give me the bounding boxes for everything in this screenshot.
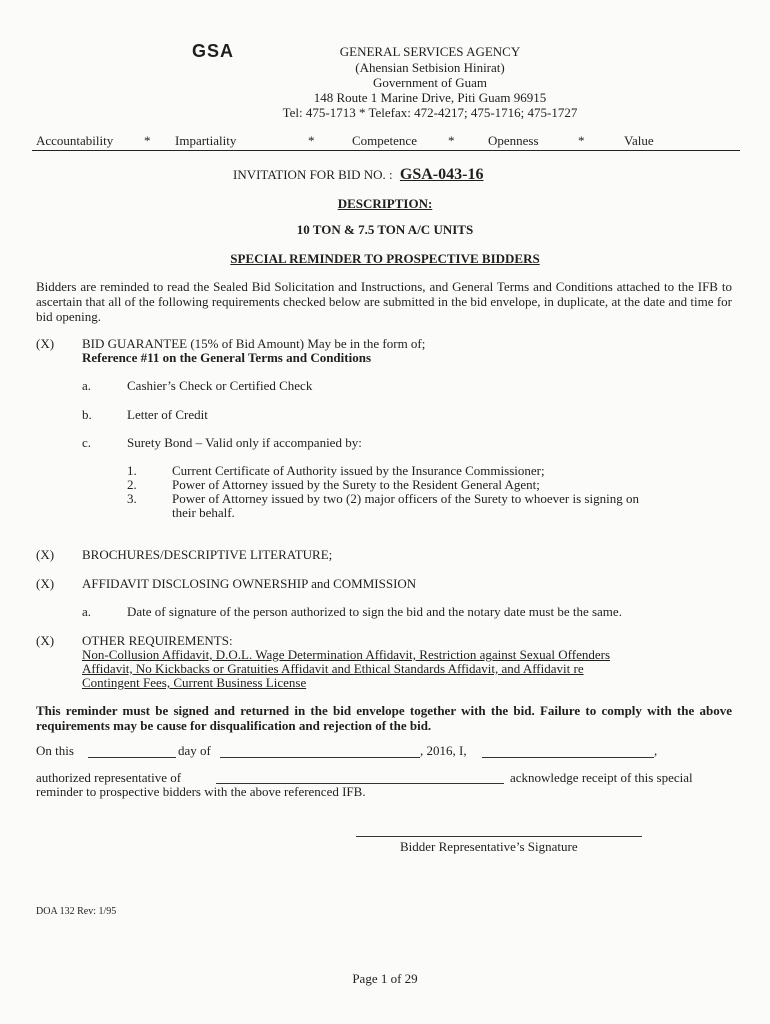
other-checkmark: (X)	[36, 633, 55, 648]
description-label: DESCRIPTION:	[337, 196, 433, 211]
ack-receipt-text: acknowledge receipt of this special	[510, 770, 693, 785]
value-accountability: Accountability	[36, 133, 114, 148]
name-blank[interactable]	[482, 757, 654, 758]
month-blank[interactable]	[220, 757, 420, 758]
core-values-bar	[32, 132, 740, 151]
other-requirements-line: Non-Collusion Affidavit, D.O.L. Wage Determination Affidavit, Restriction against Sexual Offenders	[82, 647, 611, 662]
gsa-logo: GSA	[192, 41, 235, 61]
brochures-text: BROCHURES/DESCRIPTIVE LITERATURE;	[82, 547, 333, 562]
option-letter: b.	[82, 407, 92, 422]
option-letter-of-credit: Letter of Credit	[127, 407, 208, 422]
affidavit-sub-text: Date of signature of the person authorized to sign the bid and the notary date must be the same.	[127, 604, 622, 619]
surety-num: 3.	[127, 491, 137, 506]
surety-num: 2.	[127, 477, 137, 492]
value-separator: *	[308, 133, 315, 148]
option-letter: c.	[82, 435, 92, 450]
government-line: Government of Guam	[372, 75, 488, 90]
day-blank[interactable]	[88, 757, 176, 758]
option-letter: a.	[82, 378, 92, 393]
description-text: 10 TON & 7.5 TON A/C UNITS	[296, 222, 474, 237]
surety-num: 1.	[127, 463, 137, 478]
other-requirements-line: Affidavit, No Kickbacks or Gratuities Affidavit and Ethical Standards Affidavit, and Affidavit re	[82, 661, 584, 676]
bid-number: GSA-043-16	[399, 166, 484, 183]
value-impartiality: Impartiality	[175, 133, 237, 148]
other-text: OTHER REQUIREMENTS:	[82, 633, 233, 648]
page-number: Page 1 of 29	[352, 971, 418, 986]
ack-year: , 2016, I,	[420, 743, 467, 758]
surety-item: Power of Attorney issued by two (2) major officers of the Surety to whoever is signing on	[172, 491, 639, 506]
ack-line-2: reminder to prospective bidders with the above referenced IFB.	[36, 784, 366, 799]
signature-line[interactable]	[356, 836, 642, 837]
affidavit-text: AFFIDAVIT DISCLOSING OWNERSHIP and COMMISSION	[82, 576, 417, 591]
surety-item: Power of Attorney issued by the Surety to the Resident General Agent;	[172, 477, 540, 492]
agency-phone: Tel: 475-1713 * Telefax: 472-4217; 475-1716; 475-1727	[282, 105, 578, 120]
warning-text: This reminder must be signed and returned in the bid envelope together with the bid. Failure to comply with the above requirements may be cause for disqualification and rejection of the bid.	[36, 703, 732, 733]
affidavit-checkmark: (X)	[36, 576, 55, 591]
guarantee-reference: Reference #11 on the General Terms and Conditions	[82, 350, 372, 365]
value-value: Value	[624, 133, 654, 148]
agency-native-name: (Ahensian Setbision Hinirat)	[355, 60, 505, 75]
ack-authorized: authorized representative of	[36, 770, 182, 785]
ack-comma: ,	[654, 743, 658, 758]
surety-item: Current Certificate of Authority issued by the Insurance Commissioner;	[172, 463, 545, 478]
bid-title	[233, 166, 483, 184]
value-separator: *	[448, 133, 455, 148]
reminder-heading: SPECIAL REMINDER TO PROSPECTIVE BIDDERS	[230, 251, 540, 266]
value-competence: Competence	[352, 133, 417, 148]
value-separator: *	[144, 133, 151, 148]
agency-address: 148 Route 1 Marine Drive, Piti Guam 96915	[313, 90, 547, 105]
value-separator: *	[578, 133, 585, 148]
surety-item-continued: their behalf.	[172, 505, 235, 520]
form-code: DOA 132 Rev: 1/95	[36, 906, 117, 917]
option-surety-bond: Surety Bond – Valid only if accompanied by:	[127, 435, 362, 450]
intro-paragraph: Bidders are reminded to read the Sealed Bid Solicitation and Instructions, and General Terms and Conditions attached to the IFB to ascertain that all of the following requirements checked below are submitted in the bid envelope, in duplicate, at the date and time for bid opening.	[36, 279, 732, 324]
affidavit-sub-letter: a.	[82, 604, 92, 619]
guarantee-text: BID GUARANTEE (15% of Bid Amount) May be in the form of;	[82, 336, 426, 351]
option-cashiers-check: Cashier’s Check or Certified Check	[127, 378, 313, 393]
signature-label: Bidder Representative’s Signature	[400, 839, 578, 854]
ack-day-of: day of	[178, 743, 211, 758]
guarantee-checkmark: (X)	[36, 336, 55, 351]
agency-name: GENERAL SERVICES AGENCY	[339, 44, 521, 59]
other-requirements-line: Contingent Fees, Current Business License	[82, 675, 307, 690]
brochures-checkmark: (X)	[36, 547, 55, 562]
bid-label: INVITATION FOR BID NO. :	[233, 167, 393, 182]
value-openness: Openness	[488, 133, 539, 148]
ack-on-this: On this	[36, 743, 74, 758]
